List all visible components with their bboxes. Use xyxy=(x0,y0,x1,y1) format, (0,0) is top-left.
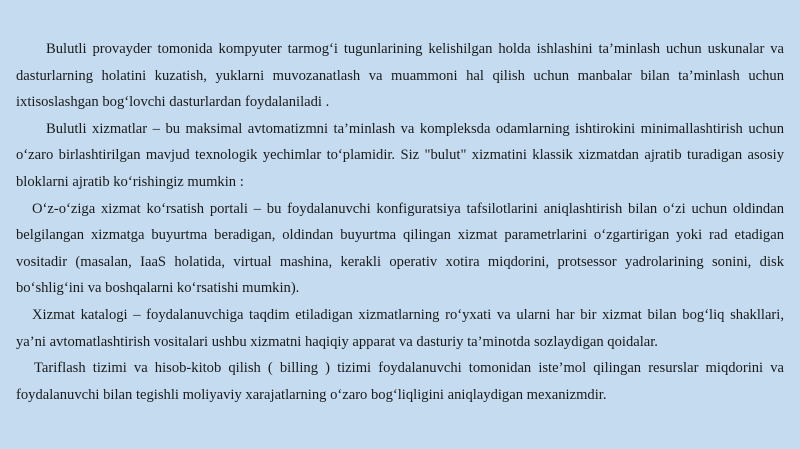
paragraph-xizmat-katalogi: Xizmat katalogi – foydalanuvchiga taqdim etiladigan xizmatlarning ro‘yxati va ularni har bir xizmat bilan bog‘liq shakllari, ya’ni avtomatlashtirish vositalari ushbu xizmatni haqiqiy apparat va dasturiy ta’minotda sozlaydigan qoidalar. xyxy=(16,306,784,350)
paragraph-billing: Tariflash tizimi va hisob-kitob qilish ( billing ) tizimi foydalanuvchi tomonidan iste’mol qilingan resurslar miqdorini va foydalanuvchi bilan tegishli moliyaviy xarajatlarning o‘zaro bog‘liqligini aniqlaydigan mexanizmdir. xyxy=(16,360,784,403)
paragraph-bulutli-xizmatlar: Bulutli xizmatlar – bu maksimal avtomatizmni ta’minlash va kompleksda odamlarning ishtirokini minimallashtirish uchun o‘zaro birlashtirilgan mavjud texnologik yechimlar to‘plamidir. Siz "bulut" xizmatini klassik xizmatdan ajratib turadigan asosiy bloklarni ajratib ko‘rishingiz mumkin : xyxy=(16,120,784,190)
paragraph-self-service-portal: O‘z-o‘ziga xizmat ko‘rsatish portali – bu foydalanuvchi konfiguratsiya tafsilotlarini aniqlashtirish bilan o‘zi uchun oldindan belgilangan xizmatga buyurtma beradigan, oldindan buyurtma qilingan xizmat parametrlarini o‘zgartirigan yoki rad etadigan vositadir (masalan, IaaS holatida, virtual mashina, kerakli operativ xotira miqdorini, protsessor yadrolarining sonini, disk bo‘shlig‘ini va boshqalarni ko‘rsatishi mumkin). xyxy=(16,200,784,297)
paragraph-bog-lovchi-dasturlar: Bulutli provayder tomonida kompyuter tarmog‘i tugunlarining kelishilgan holda ishlashini ta’minlash uchun uskunalar va dasturlarning holatini kuzatish, yuklarni muvozanatlash va muammoni hal qilish uchun manbalar bilan ta’minlash uchun ixtisoslashgan bog‘lovchi dasturlardan foydalaniladi . xyxy=(16,41,784,111)
